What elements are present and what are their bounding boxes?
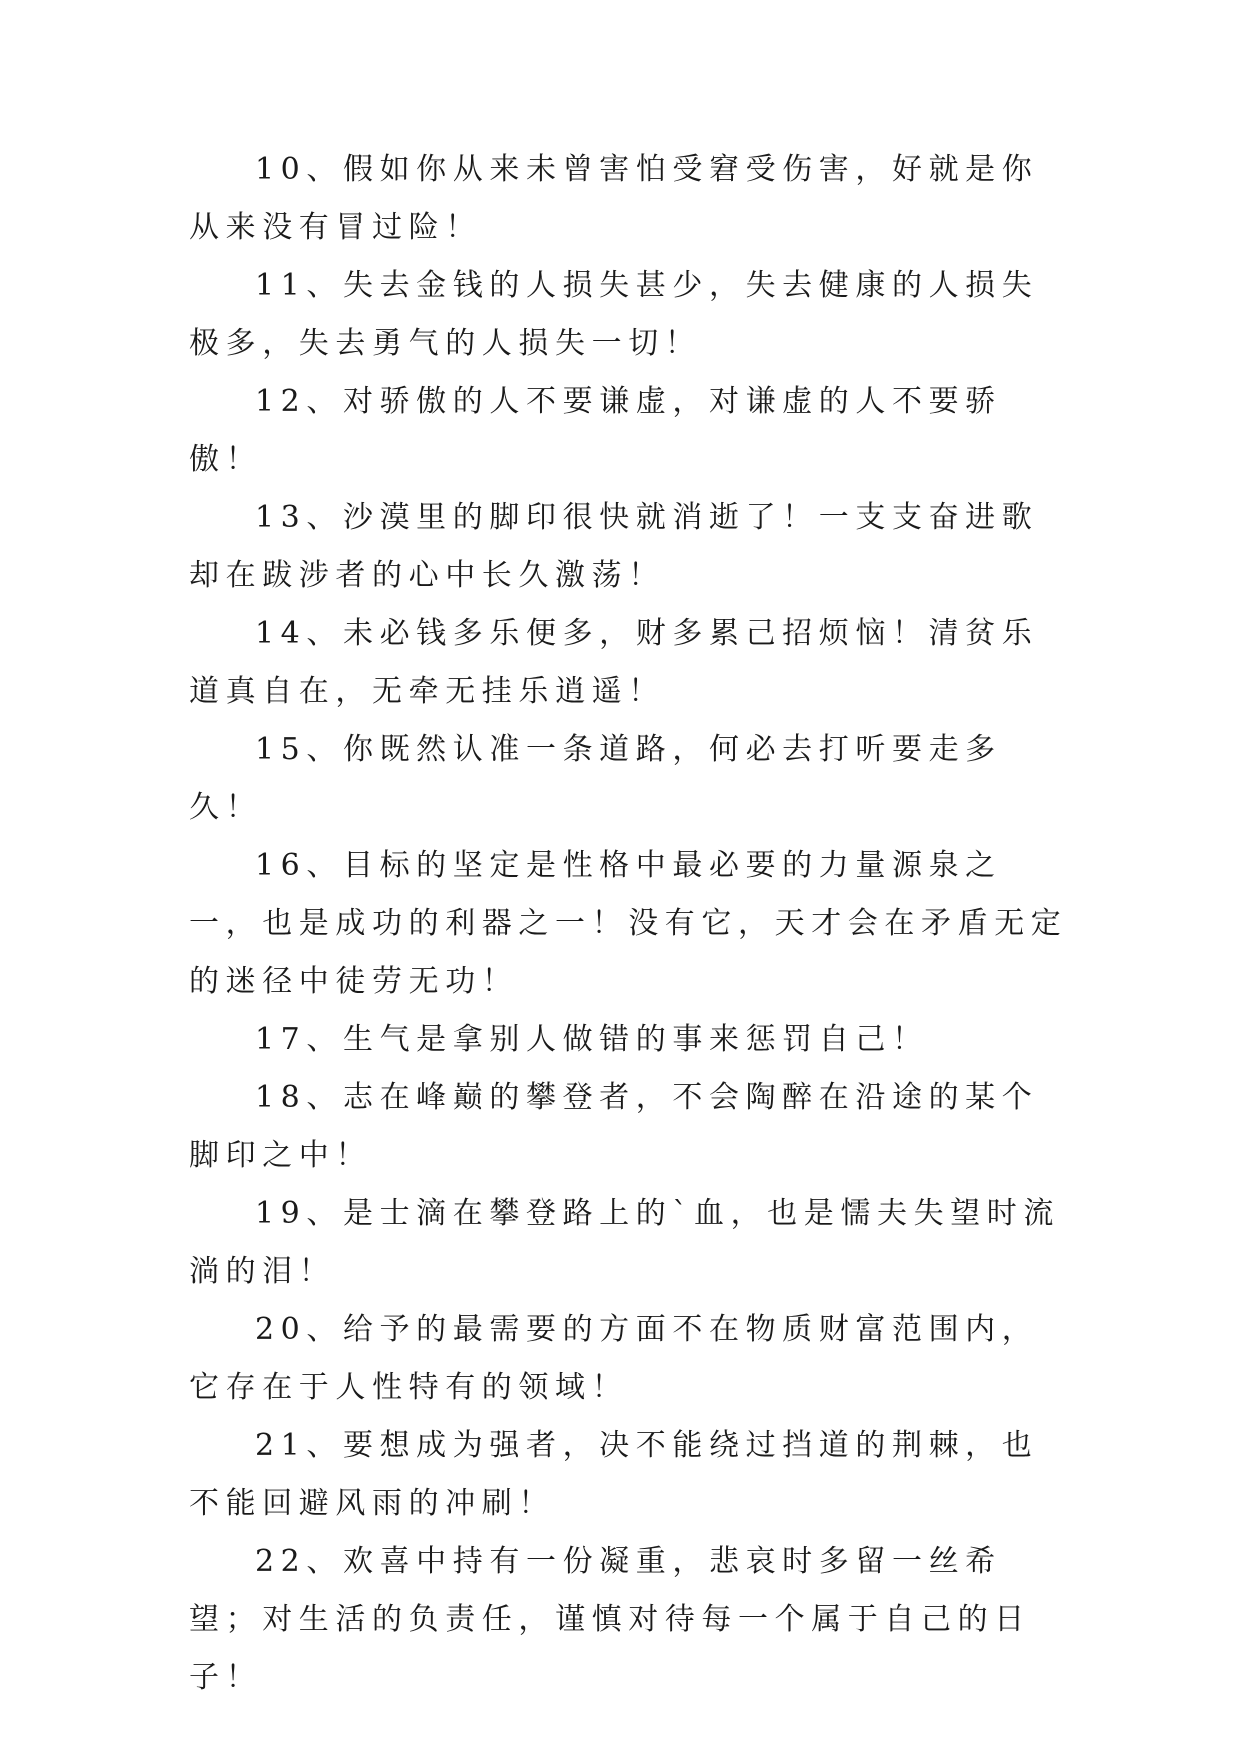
quote-paragraph-16: 16、目标的坚定是性格中最必要的力量源泉之一，也是成功的利器之一！没有它，天才会在矛盾无定的迷径中徒劳无功！: [189, 848, 1068, 999]
quote-paragraph-10: 10、假如你从来未曾害怕受窘受伤害，好就是你从来没有冒过险！: [189, 152, 1039, 245]
quote-paragraph-18: 18、志在峰巅的攀登者，不会陶醉在沿途的某个脚印之中！: [189, 1080, 1039, 1173]
quote-paragraph-20: 20、给予的最需要的方面不在物质财富范围内，它存在于人性特有的领域！: [189, 1312, 1039, 1405]
quote-paragraph-13: 13、沙漠里的脚印很快就消逝了！一支支奋进歌却在跋涉者的心中长久激荡！: [189, 500, 1039, 593]
quote-paragraph-14: 14、未必钱多乐便多，财多累己招烦恼！清贫乐道真自在，无牵无挂乐逍遥！: [189, 616, 1039, 709]
quote-paragraph-17: 17、生气是拿别人做错的事来惩罚自己！: [255, 1022, 929, 1057]
quote-paragraph-11: 11、失去金钱的人损失甚少，失去健康的人损失极多，失去勇气的人损失一切！: [189, 268, 1039, 361]
quote-paragraph-12: 12、对骄傲的人不要谦虚，对谦虚的人不要骄傲！: [189, 384, 1002, 477]
quote-paragraph-22: 22、欢喜中持有一份凝重，悲哀时多留一丝希望；对生活的负责任，谨慎对待每一个属于自己的日子！: [189, 1544, 1031, 1695]
quote-paragraph-15: 15、你既然认准一条道路，何必去打听要走多久！: [189, 732, 1002, 825]
quote-paragraph-21: 21、要想成为强者，决不能绕过挡道的荆棘，也不能回避风雨的冲刷！: [189, 1428, 1039, 1521]
quote-paragraph-19: 19、是士滴在攀登路上的`血，也是懦夫失望时流淌的泪！: [189, 1196, 1060, 1289]
document-page: [189, 141, 1069, 1707]
